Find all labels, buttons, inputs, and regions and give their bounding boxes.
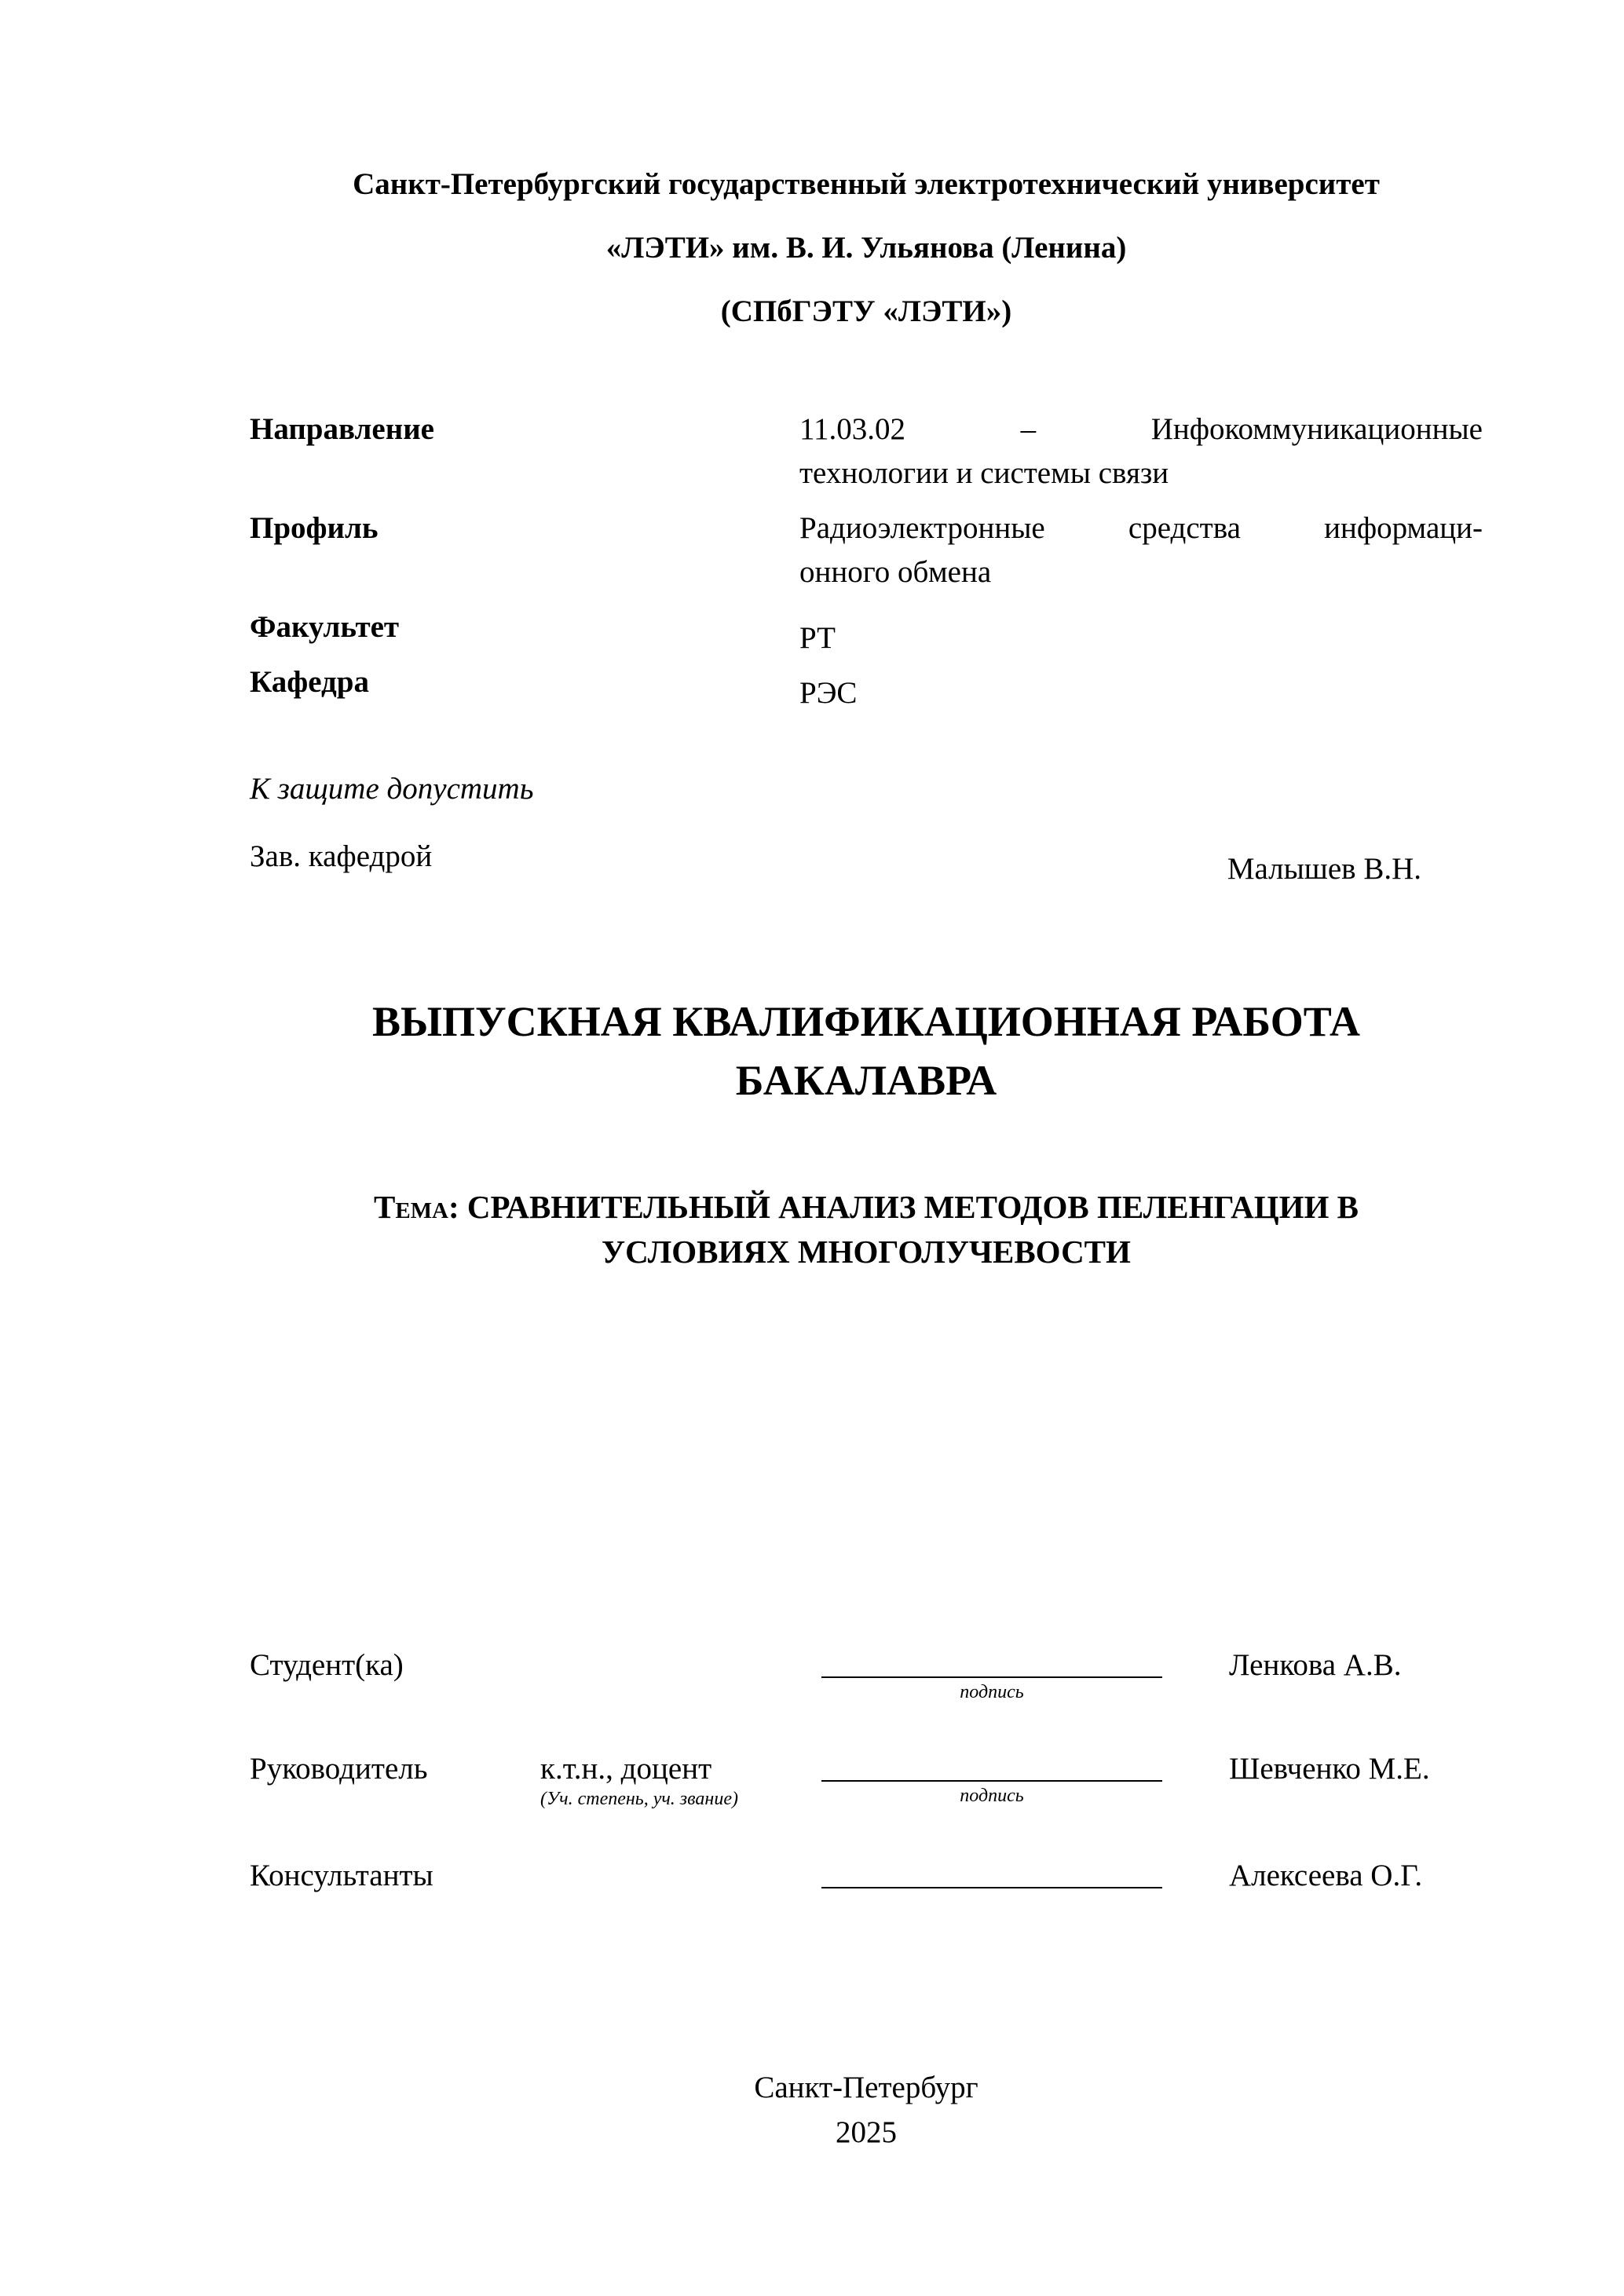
supervisor-signature-cell [821,1747,1162,1807]
theme-block [250,1185,1483,1274]
signature-row-supervisor [250,1747,1483,1810]
supervisor-role-label: Руководитель [250,1752,428,1786]
admission-note: К защите допустить [250,772,534,806]
footer-city: Санкт-Петербург [754,2071,978,2104]
consultants-signature-cell [821,1854,1162,1892]
consultants-qualification [540,1854,821,1857]
consultants-name: Алексеева О.Г. [1229,1859,1423,1892]
signature-row-student [250,1643,1483,1703]
field-label-profile: Профиль [250,511,379,545]
department-head-label: Зав. кафедрой [250,839,433,873]
footer [250,2065,1483,2155]
university-header [250,166,1483,329]
student-qualification [540,1643,821,1647]
admission-block [250,767,1483,886]
university-name: Санкт-Петербургский государственный электротехнический университет [353,167,1380,201]
university-name-leti: «ЛЭТИ» им. В. И. Ульянова (Ленина) [605,231,1127,265]
direction-value-line2: технологии и системы связи [799,456,1169,490]
field-row-faculty [250,605,1483,655]
field-value-faculty [799,605,1483,655]
field-value-department [799,660,1483,710]
field-row-direction [250,408,1483,495]
field-label-direction: Направление [250,412,434,446]
supervisor-qualification-note: (Уч. степень, уч. звание) [540,1789,738,1809]
field-label-faculty: Факультет [250,610,400,644]
footer-year: 2025 [836,2115,897,2149]
student-role-label: Студент(ка) [250,1648,404,1682]
consultants-role-label: Консультанты [250,1859,433,1892]
signature-row-consultants [250,1854,1483,1898]
supervisor-qualification-text: к.т.н., доцент [540,1752,712,1786]
student-signature-line [821,1643,1162,1678]
supervisor-signature-line [821,1747,1162,1782]
theme-text-line2: УСЛОВИЯХ МНОГОЛУЧЕВОСТИ [602,1234,1131,1270]
consultants-signature-line [821,1854,1162,1888]
program-fields [250,408,1483,710]
signatures-block [250,1643,1483,1898]
university-abbreviation: (СПбГЭТУ «ЛЭТИ») [720,294,1012,328]
supervisor-qualification [540,1747,821,1810]
student-name: Ленкова А.В. [1229,1648,1402,1682]
profile-value-line1: Радиоэлектронные средства информаци- [799,511,1483,545]
theme-label: Тема: [374,1189,459,1225]
field-value-profile [799,506,1483,594]
supervisor-signature-note: подпись [960,1786,1024,1806]
work-title-line1: ВЫПУСКНАЯ КВАЛИФИКАЦИОННАЯ РАБОТА [371,998,1361,1045]
student-signature-note: подпись [960,1682,1024,1702]
theme-text-line1: СРАВНИТЕЛЬНЫЙ АНАЛИЗ МЕТОДОВ ПЕЛЕНГАЦИИ В [466,1189,1359,1225]
field-value-direction [799,408,1483,495]
profile-value-line2: онного обмена [799,555,992,589]
admission-row [250,835,1483,886]
department-head-name: Малышев В.Н. [1227,852,1421,886]
direction-value-line1: 11.03.02 – Инфокоммуникационные [799,412,1483,446]
work-title-line2: БАКАЛАВРА [735,1057,997,1104]
department-value: РЭС [799,676,858,710]
supervisor-name: Шевченко М.Е. [1229,1752,1430,1786]
student-signature-cell [821,1643,1162,1703]
work-title [250,993,1483,1110]
field-row-profile [250,506,1483,594]
faculty-value: РТ [799,621,836,655]
field-row-department [250,660,1483,710]
theme-line1 [250,1185,1483,1230]
field-label-department: Кафедра [250,665,369,699]
